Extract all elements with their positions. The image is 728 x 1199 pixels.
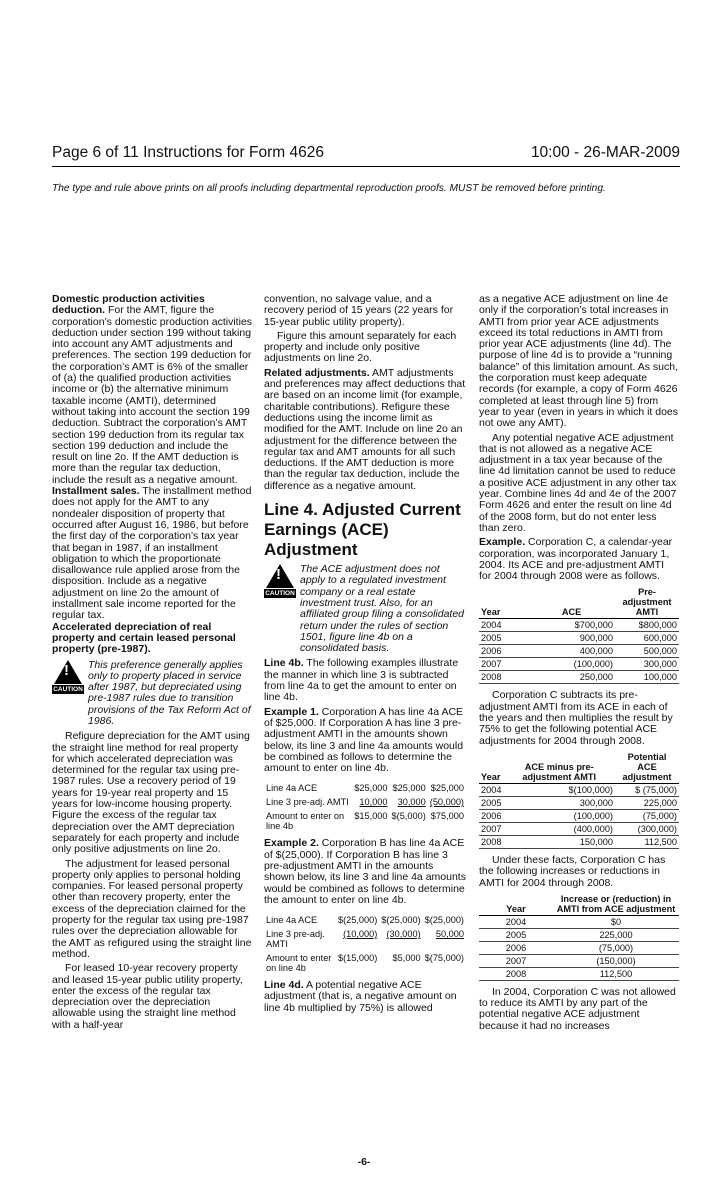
table-row: 2006 400,000 500,000 (481, 646, 677, 657)
table-row: 2008 112,500 (479, 967, 679, 980)
table-row: 2007 (100,000) 300,000 (481, 659, 677, 670)
table-row: 2007 (150,000) (479, 954, 679, 967)
heading-installment: Installment sales. (52, 485, 140, 498)
caution-box (52, 660, 252, 728)
caution-icon: ! CAUTION (53, 661, 83, 693)
example2-table (264, 912, 466, 974)
table-row: 2008 150,000 112,500 (481, 836, 677, 847)
table-row: Line 4a ACE $25,000 $25,000 $25,000 (266, 783, 464, 794)
caution-icon: ! CAUTION (265, 566, 295, 598)
paragraph: Under these facts, Corporation C has the following increases or reductions in AMTI for 2004 through 2008. (479, 853, 666, 889)
header-left: Page 6 of 11 Instructions for Form 4626 (52, 144, 324, 161)
caution-text: The ACE adjustment does not apply to a regulated investment company or a real estate investment trust. Also, for an affiliated group filing a consolidated return under the rules of section 1501, figure line 4b on a consolidated basis. (300, 563, 465, 655)
paragraph: Example. Corporation C, a calendar-year corporation, was incorporated January 1, 2004. Its ACE and pre-adjustment AMTI for 2004 through 2008 were as follows. (479, 536, 673, 583)
table-row: Line 4a ACE $(25,000) $(25,000) $(25,000) (266, 915, 464, 926)
column-2 (264, 294, 466, 1014)
header-rule (52, 166, 680, 167)
paragraph: For leased 10-year recovery property and leased 15-year public utility property, enter the excess of the regular tax depreciation over the depreciation allowable using the straight line method with a half-year (52, 962, 243, 1031)
table-row: 2006 (75,000) (479, 941, 679, 954)
paragraph: Installment sales. The installment method does not apply for the AMT to any nondealer disposition of property that occurred after August 16, 1986, but before the first day of the corporation’s tax year that began in 1987, if an installment obligation to which the proportionate disallowance rule applied arose from the disposition. Include as a negative adjustment on line 2o the amount of installment sale income reported for the regular tax. (52, 485, 252, 622)
table-row: Amount to enter on line 4b $15,000 $(5,000) $75,000 (266, 811, 464, 832)
table-row: Line 3 pre-adj. AMTI 10,000 30,000 (50,000) (266, 797, 464, 808)
table-row: 2008 250,000 100,000 (481, 672, 677, 683)
caution-text: This preference generally applies only to property placed in service after 1987, but depreciated using pre-1987 rules due to transition provisions of the Tax Reform Act of 1986. (88, 658, 251, 727)
paragraph: Related adjustments. AMT adjustments and preferences may affect deductions that are based on an income limit (for example, charitable contributions). Refigure these deductions using the income limit as modified for the AMT. Include on line 2o an adjustment for the difference between the regular tax and AMT amounts for all such deductions. If the AMT deduction is more than the regular tax deduction, include the difference as a negative amount. (264, 366, 466, 492)
paragraph: convention, no salvage value, and a recovery period of 15 years (22 years for 15-year public utility property). (264, 293, 454, 328)
paragraph: Line 4d. A potential negative ACE adjustment (that is, a negative amount on line 4b multiplied by 75%) is allowed (264, 979, 457, 1014)
paragraph: The adjustment for leased personal property only applies to personal holding companies. For leased personal property other than recovery property, enter the excess of the depreciation claimed for the property for the regular tax using pre-1987 rules over the depreciation allowable for the AMT as refigured using the straight line method. (52, 857, 252, 960)
paragraph: Domestic production activities deduction. For the AMT, figure the corporation’s domestic production activities deduction under section 199 without taking into account any AMT adjustments and preferences. The section 199 deduction for the corporation’s AMT is 6% of the smaller of (a) the qualified production activities income or (b) the alternative minimum taxable income (AMTI), determined without taking into account the section 199 deduction. Subtract the corporation’s AMT section 199 deduction from its regular tax section 199 deduction and include the result on line 2o. If the AMT deduction is more than the regular tax deduction, include the result as a negative amount. (52, 293, 252, 486)
header-right: 10:00 - 26-MAR-2009 (530, 144, 680, 161)
table-row: 2007 (400,000) (300,000) (481, 823, 677, 834)
paragraph: In 2004, Corporation C was not allowed to reduce its AMTI by any part of the potential negative ACE adjustment because it had no increases (479, 985, 676, 1032)
table-row: 2005 900,000 600,000 (481, 633, 677, 644)
column-1 (52, 294, 252, 1031)
table-row: Amount to enter on line 4b $(15,000) $5,000 $(75,000) (266, 953, 464, 974)
column-3 (479, 294, 679, 1032)
paragraph: Any potential negative ACE adjustment that is not allowed as a negative ACE adjustment in a tax year because of the line 4d limitation cannot be used to reduce a positive ACE adjustment in any other tax year. Combine lines 4d and 4e of the 2007 Form 4626 and enter the result on line 4d of the 2008 form, but do not enter less than zero. (479, 431, 677, 534)
table-row: 2006 (100,000) (75,000) (481, 810, 677, 821)
paragraph: Line 4b. The following examples illustrate the manner in which line 3 is subtracted from line 4a to get the amount to enter on line 4b. (264, 657, 459, 704)
paragraph: Example 1. Corporation A has line 4a ACE of $25,000. If Corporation A has line 3 pre-adjustment AMTI in the amounts shown below, its line 3 and line 4a amounts would be combined as follows to determine the amount to enter on line 4b. (264, 705, 464, 775)
amti-change-table: Year Increase or (reduction) in AMTI from ACE adjustment 2004 $0 2005 225,000 2006 (75,000) 2007 (150,000) 2008 112,500 (479, 893, 679, 981)
heading-accelerated: Accelerated depreciation of real property and certain leased personal property (pre-1987). (52, 620, 236, 656)
paragraph: Figure this amount separately for each property and include only positive adjustments on line 2o. (264, 329, 457, 365)
caution-box (264, 564, 466, 654)
heading-dpa: Domestic production activities deduction. (52, 293, 205, 317)
table-row: Line 3 pre-adj. AMTI (10,000) (30,000) 50,000 (266, 929, 464, 950)
table-row: 2004 $(100,000) $ (75,000) (481, 784, 677, 795)
paragraph: Example 2. Corporation B has line 4a ACE of $(25,000). If Corporation B has line 3 pre-adjustment AMTI in the amounts shown below, its line 3 and line 4a amounts would be combined as follows to determine the amount to enter on line 4b. (264, 837, 466, 906)
page-number: -6- (357, 1156, 371, 1168)
potential-adjustment-table: Year ACE minus pre-adjustment AMTI Potential ACE adjustment 2004 $(100,000) $ (75,000) 2005 300,000 225,000 2006 (100,000) (75,000) 2007 (400,000) (300,000) 2008 150,000 112,500 (481, 751, 677, 847)
table-row: 2004 $700,000 $800,000 (481, 620, 677, 631)
table-row: 2005 300,000 225,000 (481, 797, 677, 808)
table-row: 2005 225,000 (479, 928, 679, 941)
table-row: 2004 $0 (479, 915, 679, 928)
example1-table (264, 780, 466, 832)
paragraph: Refigure depreciation for the AMT using the straight line method for real property for which accelerated depreciation was determined for the regular tax using pre-1987 rules. Use a recovery period of 19 years for 19-year real property and 15 years for low-income housing property. Figure the excess of the regular tax depreciation over the AMT depreciation separately for each property and include only positive adjustments on line 2o. (52, 730, 250, 856)
paragraph: as a negative ACE adjustment on line 4e only if the corporation’s total increases in AMTI from prior year ACE adjustments exceed its total reductions in AMTI from prior year ACE adjustments (line 4d). The purpose of line 4d is to provide a “running balance” of this limitation amount. As such, the corporation must keep adequate records (for example, a copy of Form 4626 completed at least through line 5) from year to year (even in years in which it does not owe any AMT). (479, 293, 679, 430)
proof-note: The type and rule above prints on all proofs including departmental reproduction proofs. MUST be removed before printing. (52, 183, 606, 194)
section-heading-line4: Line 4. Adjusted Current Earnings (ACE) Adjustment (264, 500, 461, 560)
ace-table: Year ACE Pre-adjustment AMTI 2004 $700,000 $800,000 2005 900,000 600,000 2006 400,000 500,000 2007 (100,000) 300,000 2008 250,000 100,000 (481, 587, 677, 683)
heading-related: Related adjustments. (264, 366, 370, 379)
paragraph: Corporation C subtracts its pre-adjustment AMTI from its ACE in each of the years and then multiplies the result by 75% to get the following potential ACE adjustments for 2004 through 2008. (479, 689, 673, 747)
